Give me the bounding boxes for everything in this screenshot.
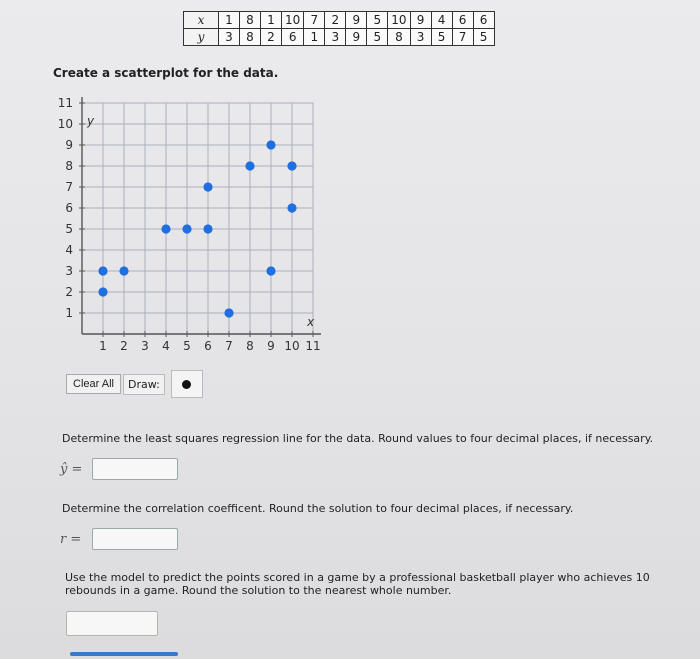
y-tick-label: 7 (65, 180, 73, 194)
plot-ticks (58, 96, 321, 353)
question-correlation: Determine the correlation coefficent. Round the solution to four decimal places, if necessary. (62, 502, 574, 515)
draw-label: Draw: (123, 374, 165, 395)
x-value-cell: 4 (431, 12, 452, 29)
data-point[interactable] (203, 224, 212, 233)
x-value-cell: 2 (325, 12, 346, 29)
x-header: x (184, 12, 219, 29)
y-tick-label: 9 (65, 138, 73, 152)
prediction-input[interactable] (66, 611, 158, 636)
x-row (184, 12, 495, 29)
x-value-cell: 1 (261, 12, 282, 29)
x-tick-label: 3 (141, 339, 149, 353)
scroll-indicator (70, 652, 178, 656)
y-tick-label: 2 (65, 285, 73, 299)
data-point[interactable] (266, 140, 275, 149)
scatterplot-prompt: Create a scatterplot for the data. (53, 66, 279, 80)
y-tick-label: 11 (57, 96, 73, 110)
x-tick-label: 2 (120, 339, 128, 353)
y-value-cell: 5 (367, 29, 388, 46)
x-tick-label: 8 (246, 339, 254, 353)
y-value-cell: 7 (452, 29, 473, 46)
regression-answer-row (60, 458, 178, 480)
x-value-cell: 5 (367, 12, 388, 29)
x-value-cell: 10 (388, 12, 410, 29)
y-tick-label: 4 (65, 243, 73, 257)
data-point[interactable] (245, 161, 254, 170)
point-tool-icon (182, 380, 191, 389)
y-value-cell: 6 (282, 29, 304, 46)
data-point[interactable] (203, 182, 212, 191)
y-value-cell: 9 (346, 29, 367, 46)
x-value-cell: 10 (282, 12, 304, 29)
x-axis-label: x (307, 315, 315, 329)
scatterplot-svg[interactable] (40, 82, 340, 360)
prediction-answer-row (66, 611, 158, 636)
y-tick-label: 5 (65, 222, 73, 236)
x-tick-label: 4 (162, 339, 170, 353)
y-value-cell: 3 (325, 29, 346, 46)
y-value-cell: 5 (473, 29, 494, 46)
x-value-cell: 6 (452, 12, 473, 29)
y-value-cell: 8 (240, 29, 261, 46)
x-tick-label: 5 (183, 339, 191, 353)
x-tick-label: 7 (225, 339, 233, 353)
data-point[interactable] (224, 308, 233, 317)
x-value-cell: 9 (346, 12, 367, 29)
y-hat-label: ŷ = (60, 461, 83, 477)
x-value-cell: 1 (219, 12, 240, 29)
data-table (183, 11, 495, 46)
x-tick-label: 6 (204, 339, 212, 353)
data-point[interactable] (287, 161, 296, 170)
x-tick-label: 9 (267, 339, 275, 353)
plot-axes (82, 97, 321, 334)
data-point[interactable] (98, 287, 107, 296)
x-value-cell: 8 (240, 12, 261, 29)
y-value-cell: 3 (410, 29, 431, 46)
y-tick-label: 1 (65, 306, 73, 320)
y-value-cell: 1 (304, 29, 325, 46)
correlation-input[interactable] (92, 528, 178, 550)
data-point[interactable] (287, 203, 296, 212)
clear-all-button[interactable]: Clear All (66, 374, 121, 394)
x-value-cell: 7 (304, 12, 325, 29)
x-tick-label: 11 (305, 339, 321, 353)
regression-input[interactable] (92, 458, 178, 480)
x-value-cell: 9 (410, 12, 431, 29)
y-tick-label: 6 (65, 201, 73, 215)
y-tick-label: 10 (57, 117, 73, 131)
y-row (184, 29, 495, 46)
y-value-cell: 3 (219, 29, 240, 46)
y-tick-label: 3 (65, 264, 73, 278)
y-axis-label: y (87, 114, 95, 128)
correlation-answer-row (60, 528, 178, 550)
data-point[interactable] (161, 224, 170, 233)
y-value-cell: 5 (431, 29, 452, 46)
draw-toolbar (66, 370, 203, 398)
plot-grid (82, 103, 313, 334)
x-tick-label: 10 (284, 339, 300, 353)
data-point[interactable] (119, 266, 128, 275)
y-value-cell: 2 (261, 29, 282, 46)
draw-point-tool[interactable] (171, 370, 203, 398)
y-tick-label: 8 (65, 159, 73, 173)
question-prediction: Use the model to predict the points scored in a game by a professional basketball player who achieves 10 rebounds in a game. Round the solution to the nearest whole number. (65, 571, 650, 597)
data-point[interactable] (182, 224, 191, 233)
y-value-cell: 8 (388, 29, 410, 46)
x-tick-label: 1 (99, 339, 107, 353)
question-regression: Determine the least squares regression line for the data. Round values to four decimal places, if necessary. (62, 432, 654, 445)
data-point[interactable] (266, 266, 275, 275)
y-header: y (184, 29, 219, 46)
data-point[interactable] (98, 266, 107, 275)
scatterplot[interactable] (40, 82, 340, 364)
x-value-cell: 6 (473, 12, 494, 29)
r-label: r = (60, 531, 82, 547)
